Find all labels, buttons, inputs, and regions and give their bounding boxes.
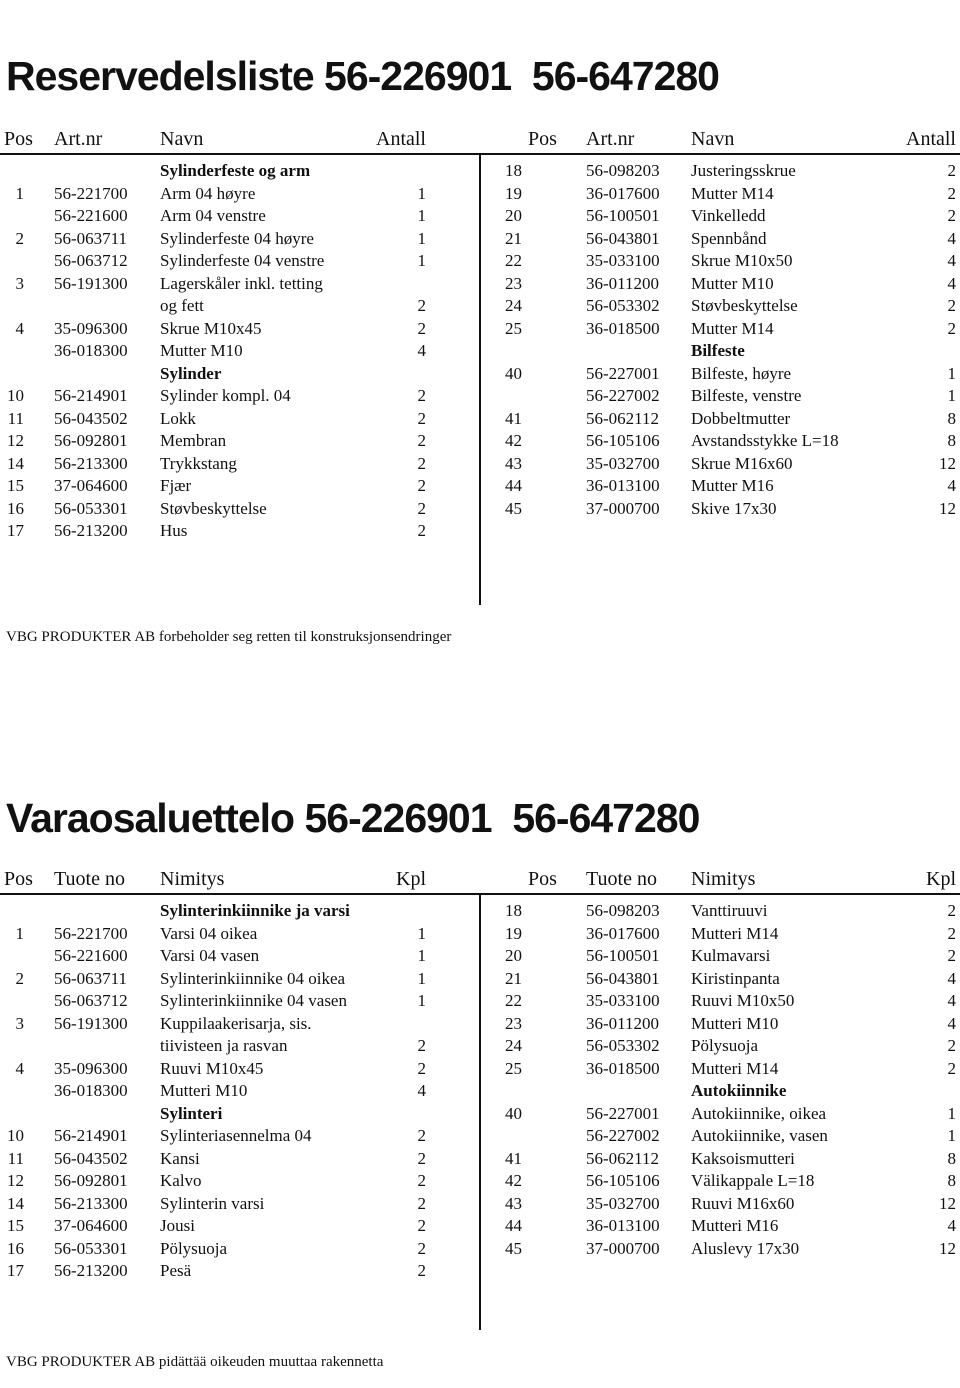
part-number: 35-096300 — [54, 318, 128, 338]
part-number: 36-013100 — [586, 1216, 660, 1235]
part-name: Sylinterinkiinnike 04 vasen — [160, 991, 347, 1010]
part-number: 56-092801 — [54, 1171, 128, 1190]
group-heading: Bilfeste — [691, 341, 745, 360]
part-number: 35-032700 — [586, 1193, 660, 1213]
part-pos: 17 — [7, 521, 24, 540]
part-number: 56-098203 — [586, 901, 660, 920]
part-number: 56-213200 — [54, 521, 128, 540]
part-pos: 16 — [7, 498, 24, 518]
parts-list-left — [0, 900, 480, 1283]
part-qty: 2 — [947, 183, 956, 203]
part-pos: 17 — [7, 1261, 24, 1280]
part-pos: 11 — [7, 1148, 24, 1168]
part-number: 56-043502 — [54, 408, 128, 428]
part-number: 37-064600 — [54, 476, 128, 495]
part-row — [480, 1125, 960, 1148]
header-art: Art.nr — [586, 128, 635, 150]
part-number: 36-018500 — [586, 318, 660, 338]
part-name: Mutteri M10 — [691, 1013, 779, 1033]
part-qty: 2 — [417, 1058, 426, 1078]
part-number: 56-098203 — [586, 161, 660, 180]
part-pos: 2 — [15, 228, 24, 248]
part-number: 56-214901 — [54, 1126, 128, 1145]
part-row — [480, 990, 960, 1013]
part-name: Bilfeste, høyre — [691, 363, 792, 383]
part-pos: 10 — [7, 386, 24, 405]
part-number: 56-063711 — [54, 228, 128, 248]
part-number: 56-062112 — [586, 1148, 660, 1168]
part-name: Mutteri M14 — [691, 923, 779, 943]
part-pos: 44 — [505, 1216, 522, 1235]
part-row — [0, 1238, 480, 1261]
part-pos: 4 — [15, 318, 24, 338]
group-heading: Sylinder — [160, 363, 222, 383]
part-pos: 41 — [505, 1148, 522, 1168]
part-row — [480, 945, 960, 968]
part-pos: 41 — [505, 408, 522, 428]
part-number: 56-100501 — [586, 206, 660, 225]
header-pos: Pos — [4, 128, 33, 150]
part-pos: 18 — [505, 161, 522, 180]
part-number: 35-033100 — [586, 991, 660, 1010]
part-pos: 12 — [7, 431, 24, 450]
part-pos: 40 — [505, 1103, 522, 1123]
part-number: 56-043801 — [586, 228, 660, 248]
part-number: 35-033100 — [586, 251, 660, 270]
part-pos: 44 — [505, 476, 522, 495]
part-name: Justeringsskrue — [691, 161, 796, 180]
part-qty: 1 — [947, 1126, 956, 1145]
group-heading-row — [480, 1080, 960, 1103]
part-pos: 23 — [505, 1013, 522, 1033]
part-qty: 2 — [417, 1216, 426, 1235]
part-name: Mutter M10 — [160, 341, 243, 360]
part-name: Kaksoismutteri — [691, 1148, 795, 1168]
header-pos: Pos — [528, 128, 557, 150]
part-name: Kuppilaakerisarja, sis. — [160, 1013, 312, 1033]
part-name: Sylinterinkiinnike 04 oikea — [160, 968, 346, 988]
part-qty: 4 — [947, 476, 956, 495]
part-pos: 25 — [505, 318, 522, 338]
part-name: Arm 04 høyre — [160, 183, 256, 203]
part-qty: 8 — [947, 1148, 956, 1168]
part-row — [480, 1013, 960, 1036]
part-row — [0, 1148, 480, 1171]
part-number: 56-063712 — [54, 251, 128, 270]
part-name: Ruuvi M16x60 — [691, 1193, 795, 1213]
part-qty: 2 — [417, 431, 426, 450]
part-qty: 2 — [417, 296, 426, 315]
part-qty: 1 — [417, 251, 426, 270]
part-qty: 2 — [417, 408, 426, 428]
part-name: Sylinteriasennelma 04 — [160, 1126, 312, 1145]
part-qty: 2 — [417, 1148, 426, 1168]
part-qty: 2 — [417, 318, 426, 338]
footer-note: VBG PRODUKTER AB pidättää oikeuden muuttaa rakennetta — [6, 1354, 384, 1370]
part-qty: 2 — [947, 1058, 956, 1078]
part-qty: 1 — [417, 991, 426, 1010]
part-number: 56-221700 — [54, 923, 128, 943]
part-name: Mutteri M16 — [691, 1216, 779, 1235]
part-row — [0, 923, 480, 946]
part-qty: 2 — [947, 296, 956, 315]
part-name: Autokiinnike, oikea — [691, 1103, 827, 1123]
part-pos: 21 — [505, 228, 522, 248]
part-name: Trykkstang — [160, 453, 237, 473]
part-qty: 1 — [417, 183, 426, 203]
part-row — [480, 923, 960, 946]
part-name: Pölysuoja — [691, 1036, 759, 1055]
part-number: 36-018300 — [54, 341, 128, 360]
part-qty: 4 — [947, 1013, 956, 1033]
part-name: Bilfeste, venstre — [691, 386, 802, 405]
header-qty: Kpl — [396, 868, 426, 890]
part-number: 56-191300 — [54, 1013, 128, 1033]
group-heading-row — [0, 900, 480, 923]
part-qty: 1 — [417, 923, 426, 943]
part-pos: 1 — [15, 923, 24, 943]
part-number: 56-191300 — [54, 273, 128, 293]
part-number: 56-053301 — [54, 1238, 128, 1258]
part-pos: 4 — [15, 1058, 24, 1078]
header-art: Tuote no — [586, 868, 657, 890]
part-number: 37-064600 — [54, 1216, 128, 1235]
part-row — [0, 1013, 480, 1036]
part-name: Sylinderfeste 04 venstre — [160, 251, 325, 270]
page-title: Reservedelsliste 56-226901 56-647280 — [6, 53, 719, 99]
part-name: Lokk — [160, 408, 196, 428]
part-name: Skrue M10x50 — [691, 251, 793, 270]
part-qty: 2 — [947, 946, 956, 965]
part-number: 36-017600 — [586, 923, 660, 943]
part-qty: 2 — [947, 206, 956, 225]
part-row — [0, 1260, 480, 1283]
part-name: Skrue M16x60 — [691, 453, 793, 473]
part-pos: 21 — [505, 968, 522, 988]
part-number: 56-100501 — [586, 946, 660, 965]
part-qty: 1 — [417, 946, 426, 965]
group-heading: Autokiinnike — [691, 1081, 787, 1100]
part-name: Kiristinpanta — [691, 968, 780, 988]
part-pos: 24 — [505, 296, 522, 315]
part-qty: 2 — [417, 1126, 426, 1145]
part-qty: 1 — [947, 363, 956, 383]
part-row — [0, 1080, 480, 1103]
footer-note: VBG PRODUKTER AB forbeholder seg retten til konstruksjonsendringer — [6, 629, 452, 645]
part-name: Støvbeskyttelse — [691, 296, 798, 315]
header-pos: Pos — [4, 868, 33, 890]
part-pos: 23 — [505, 273, 522, 293]
part-name: Mutter M16 — [691, 476, 774, 495]
part-name: Varsi 04 oikea — [160, 923, 258, 943]
part-row — [480, 968, 960, 991]
part-qty: 2 — [417, 521, 426, 540]
part-number: 56-214901 — [54, 386, 128, 405]
part-name: Avstandsstykke L=18 — [691, 431, 839, 450]
part-number: 56-227002 — [586, 1126, 660, 1145]
part-number: 35-096300 — [54, 1058, 128, 1078]
part-row — [480, 900, 960, 923]
part-pos: 2 — [15, 968, 24, 988]
part-number: 37-000700 — [586, 1238, 660, 1258]
part-qty: 2 — [417, 386, 426, 405]
header-art: Tuote no — [54, 868, 125, 890]
part-number: 37-000700 — [586, 498, 660, 518]
part-pos: 16 — [7, 1238, 24, 1258]
part-qty: 2 — [417, 1171, 426, 1190]
part-name: Pölysuoja — [160, 1238, 228, 1258]
part-number: 56-221700 — [54, 183, 128, 203]
part-name: Aluslevy 17x30 — [691, 1238, 800, 1258]
part-qty: 4 — [417, 341, 426, 360]
part-number: 56-053302 — [586, 296, 660, 315]
part-qty: 4 — [417, 1081, 426, 1100]
part-number: 56-213300 — [54, 1193, 128, 1213]
part-qty: 2 — [947, 901, 956, 920]
part-pos: 3 — [15, 273, 24, 293]
part-pos: 42 — [505, 431, 522, 450]
header-pos: Pos — [528, 868, 557, 890]
part-number: 56-221600 — [54, 206, 128, 225]
group-heading: Sylinterinkiinnike ja varsi — [160, 901, 350, 920]
part-name: Autokiinnike, vasen — [691, 1126, 828, 1145]
part-pos: 18 — [505, 901, 522, 920]
part-qty: 12 — [939, 453, 956, 473]
part-pos: 42 — [505, 1171, 522, 1190]
part-qty: 8 — [947, 1171, 956, 1190]
part-name: Mutteri M14 — [691, 1058, 779, 1078]
part-pos: 20 — [505, 206, 522, 225]
part-number: 56-053301 — [54, 498, 128, 518]
part-pos: 22 — [505, 991, 522, 1010]
part-number: 56-063711 — [54, 968, 128, 988]
part-number: 56-062112 — [586, 408, 660, 428]
part-pos: 20 — [505, 946, 522, 965]
part-qty: 2 — [947, 161, 956, 180]
part-number: 56-227002 — [586, 386, 660, 405]
part-number: 36-013100 — [586, 476, 660, 495]
part-name: Jousi — [160, 1216, 195, 1235]
part-number: 56-092801 — [54, 431, 128, 450]
part-name: Ruuvi M10x45 — [160, 1058, 264, 1078]
part-number: 56-213200 — [54, 1261, 128, 1280]
part-name: Fjær — [160, 476, 192, 495]
part-name: Kansi — [160, 1148, 200, 1168]
part-qty: 1 — [417, 968, 426, 988]
part-name: Sylinderfeste 04 høyre — [160, 228, 314, 248]
part-pos: 10 — [7, 1126, 24, 1145]
part-pos: 1 — [15, 183, 24, 203]
part-row — [480, 1058, 960, 1081]
part-number: 56-043801 — [586, 968, 660, 988]
part-name: Mutteri M10 — [160, 1081, 248, 1100]
part-row — [0, 1035, 480, 1058]
part-pos: 3 — [15, 1013, 24, 1033]
group-heading: Sylinderfeste og arm — [160, 161, 311, 180]
part-qty: 12 — [939, 498, 956, 518]
part-row — [0, 1125, 480, 1148]
part-name: og fett — [160, 296, 204, 315]
part-name: Mutter M14 — [691, 183, 774, 203]
part-name: Sylinterin varsi — [160, 1193, 265, 1213]
group-heading-row — [0, 1103, 480, 1126]
part-qty: 12 — [939, 1193, 956, 1213]
part-qty: 2 — [947, 1036, 956, 1055]
part-number: 56-105106 — [586, 1171, 660, 1190]
part-pos: 40 — [505, 363, 522, 383]
part-qty: 4 — [947, 251, 956, 270]
part-pos: 24 — [505, 1036, 522, 1055]
part-qty: 2 — [417, 1036, 426, 1055]
part-qty: 2 — [417, 1261, 426, 1280]
page-title: Varaosaluettelo 56-226901 56-647280 — [6, 795, 700, 841]
part-qty: 4 — [947, 991, 956, 1010]
part-qty: 2 — [417, 453, 426, 473]
part-name: Välikappale L=18 — [691, 1171, 815, 1190]
part-name: Hus — [160, 521, 188, 540]
header-name: Navn — [691, 128, 735, 150]
part-number: 56-053302 — [586, 1036, 660, 1055]
part-qty: 1 — [947, 1103, 956, 1123]
part-qty: 4 — [947, 273, 956, 293]
part-number: 56-227001 — [586, 363, 660, 383]
part-qty: 1 — [417, 228, 426, 248]
part-row — [480, 1148, 960, 1171]
part-name: tiivisteen ja rasvan — [160, 1036, 288, 1055]
part-row — [480, 1238, 960, 1261]
part-number: 36-011200 — [586, 273, 660, 293]
part-number: 56-063712 — [54, 991, 128, 1010]
part-name: Mutter M10 — [691, 273, 774, 293]
header-name: Nimitys — [691, 868, 756, 890]
part-row — [0, 968, 480, 991]
part-pos: 43 — [505, 1193, 522, 1213]
header-qty: Antall — [376, 128, 426, 150]
part-number: 56-105106 — [586, 431, 660, 450]
part-name: Dobbeltmutter — [691, 408, 791, 428]
part-row — [0, 1215, 480, 1238]
part-number: 36-011200 — [586, 1013, 660, 1033]
part-pos: 14 — [7, 1193, 24, 1213]
part-name: Skrue M10x45 — [160, 318, 262, 338]
part-qty: 1 — [947, 386, 956, 405]
part-number: 56-213300 — [54, 453, 128, 473]
header-name: Nimitys — [160, 868, 225, 890]
part-name: Støvbeskyttelse — [160, 498, 267, 518]
part-number: 56-227001 — [586, 1103, 660, 1123]
part-name: Vanttiruuvi — [691, 901, 768, 920]
part-pos: 43 — [505, 453, 522, 473]
part-row — [480, 1193, 960, 1216]
part-number: 56-221600 — [54, 946, 128, 965]
part-pos: 19 — [505, 183, 522, 203]
part-qty: 2 — [417, 476, 426, 495]
part-name: Varsi 04 vasen — [160, 946, 260, 965]
part-qty: 2 — [417, 1238, 426, 1258]
part-qty: 2 — [947, 318, 956, 338]
part-qty: 4 — [947, 228, 956, 248]
part-name: Vinkelledd — [691, 206, 766, 225]
part-pos: 15 — [7, 1216, 24, 1235]
part-qty: 8 — [947, 431, 956, 450]
part-pos: 25 — [505, 1058, 522, 1078]
part-name: Kulmavarsi — [691, 946, 771, 965]
part-row — [480, 1103, 960, 1126]
header-qty: Antall — [906, 128, 956, 150]
part-name: Membran — [160, 431, 227, 450]
part-name: Ruuvi M10x50 — [691, 991, 795, 1010]
header-qty: Kpl — [926, 868, 956, 890]
part-name: Sylinder kompl. 04 — [160, 386, 291, 405]
part-name: Skive 17x30 — [691, 498, 777, 518]
part-pos: 15 — [7, 476, 24, 495]
part-number: 35-032700 — [586, 453, 660, 473]
part-name: Kalvo — [160, 1171, 202, 1190]
part-qty: 4 — [947, 1216, 956, 1235]
part-name: Pesä — [160, 1261, 192, 1280]
part-row — [480, 1035, 960, 1058]
part-name: Lagerskåler inkl. tetting — [160, 273, 323, 293]
part-pos: 19 — [505, 923, 522, 943]
parts-list-right — [480, 900, 960, 1260]
part-row — [480, 1215, 960, 1238]
part-qty: 4 — [947, 968, 956, 988]
part-pos: 11 — [7, 408, 24, 428]
part-name: Mutter M14 — [691, 318, 774, 338]
part-row — [480, 1170, 960, 1193]
part-row — [0, 1193, 480, 1216]
part-qty: 1 — [417, 206, 426, 225]
part-pos: 22 — [505, 251, 522, 270]
part-name: Arm 04 venstre — [160, 206, 266, 225]
part-row — [0, 1170, 480, 1193]
part-row — [0, 945, 480, 968]
part-qty: 2 — [947, 923, 956, 943]
part-name: Spennbånd — [691, 228, 767, 248]
part-qty: 12 — [939, 1238, 956, 1258]
part-row — [0, 1058, 480, 1081]
part-qty: 8 — [947, 408, 956, 428]
part-qty: 2 — [417, 498, 426, 518]
group-heading: Sylinteri — [160, 1103, 223, 1123]
header-name: Navn — [160, 128, 204, 150]
header-art: Art.nr — [54, 128, 103, 150]
part-pos: 45 — [505, 1238, 522, 1258]
part-pos: 12 — [7, 1171, 24, 1190]
part-number: 36-018500 — [586, 1058, 660, 1078]
part-number: 36-017600 — [586, 183, 660, 203]
part-qty: 2 — [417, 1193, 426, 1213]
part-pos: 45 — [505, 498, 522, 518]
part-pos: 14 — [7, 453, 24, 473]
part-number: 56-043502 — [54, 1148, 128, 1168]
part-number: 36-018300 — [54, 1081, 128, 1100]
part-row — [0, 990, 480, 1013]
